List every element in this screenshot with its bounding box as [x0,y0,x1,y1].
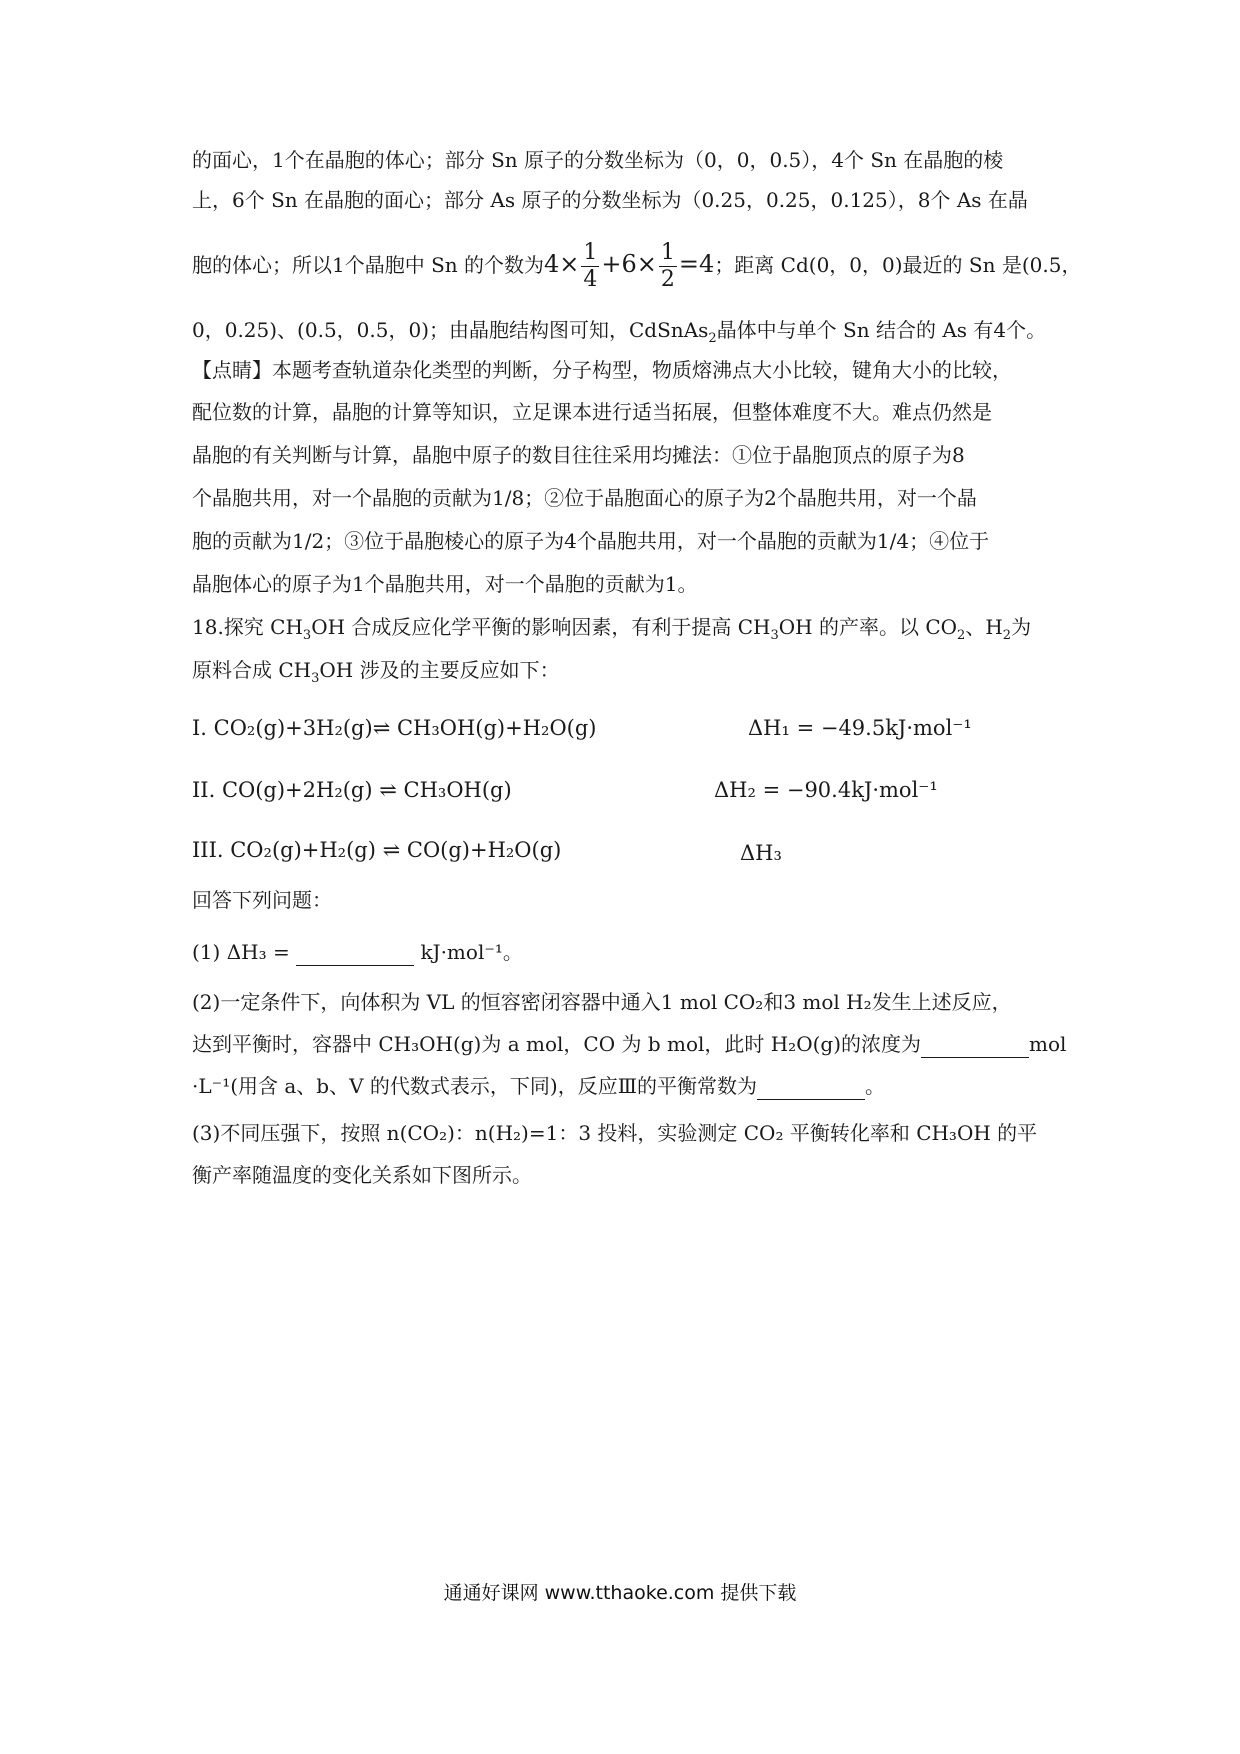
text-segment: 、H [965,615,1003,639]
text-line-with-fraction [192,240,1082,293]
text-segment: 晶体中与单个 Sn 结合的 As 有4个。 [716,318,1047,342]
text-segment: 为 [1011,615,1032,639]
subscript: 2 [708,331,717,346]
subquestion-2-line [192,1030,1067,1058]
question-intro-line [192,613,1062,650]
answer-prompt: 回答下列问题： [192,888,332,912]
fraction-denominator: 4 [583,267,598,292]
fraction-numerator: 1 [660,240,675,265]
text-line: 上，6个 Sn 在晶胞的面心；部分 As 原子的分数坐标为（0.25，0.25，0.125），8个 As 在晶 [192,188,1028,212]
text-segment: ；距离 Cd(0，0，0)最近的 Sn 是(0.5， [714,253,1082,277]
subquestion-2-line: (2)一定条件下，向体积为 VL 的恒容密闭容器中通入1 mol CO₂和3 mol H₂发生上述反应， [192,990,1012,1014]
text-segment: 。 [865,1074,885,1098]
footer-watermark: 通通好课网 www.tthaoke.com 提供下载 [443,1582,797,1604]
fraction [659,240,677,293]
subquestion-3-line: 衡产率随温度的变化关系如下图所示。 [192,1163,532,1187]
text-segment: (1) ΔH₃ = [192,940,290,964]
answer-blank[interactable] [757,1077,865,1100]
answer-blank[interactable] [921,1035,1029,1058]
text-segment: OH 合成反应化学平衡的影响因素，有利于提高 CH [311,615,771,639]
reaction-3: III. CO₂(g)+H₂(g) ⇌ CO(g)+H₂O(g) [192,838,562,862]
subscript: 2 [1002,628,1012,643]
reaction-2: II. CO(g)+2H₂(g) ⇌ CH₃OH(g) [192,778,512,802]
reaction-1: I. CO₂(g)+3H₂(g)⇌ CH₃OH(g)+H₂O(g) [192,716,597,740]
fraction-numerator: 1 [583,240,598,265]
text-segment: mol [1029,1032,1067,1056]
text-segment: ·L⁻¹(用含 a、b、V 的代数式表示，下同)，反应Ⅲ的平衡常数为 [192,1074,757,1098]
dianjing-line: 配位数的计算，晶胞的计算等知识，立足课本进行适当拓展，但整体难度不大。难点仍然是 [192,400,992,424]
text-segment: kJ·mol⁻¹。 [420,940,523,964]
subscript: 3 [770,628,779,643]
text-line: 的面心，1个在晶胞的体心；部分 Sn 原子的分数坐标为（0，0，0.5），4个 Sn 在晶胞的棱 [192,148,1004,172]
text-segment: 胞的体心；所以1个晶胞中 Sn 的个数为 [192,253,545,277]
subquestion-1 [192,938,1062,966]
text-segment: 18.探究 CH [192,615,303,639]
dianjing-line: 晶胞的有关判断与计算，晶胞中原子的数目往往采用均摊法：①位于晶胞顶点的原子为8 [192,443,965,467]
enthalpy-2: ΔH₂ = −90.4kJ·mol⁻¹ [714,778,938,802]
fraction [581,240,599,293]
text-segment: 原料合成 CH [192,658,312,682]
subquestion-2-line [192,1072,1062,1100]
subquestion-3-line: (3)不同压强下，按照 n(CO₂)：n(H₂)=1：3 投料，实验测定 CO₂ 平衡转化率和 CH₃OH 的平 [192,1121,1038,1145]
dianjing-line: 晶胞体心的原子为1个晶胞共用，对一个晶胞的贡献为1。 [192,572,698,596]
fraction-denominator: 2 [660,267,675,292]
subscript: 3 [302,628,312,643]
text-segment: 0，0.25)、(0.5，0.5，0)；由晶胞结构图可知，CdSnAs [192,318,709,342]
dianjing-line: 胞的贡献为1/2；③位于晶胞棱心的原子为4个晶胞共用，对一个晶胞的贡献为1/4；④位于 [192,529,990,553]
dianjing-line: 【点睛】本题考查轨道杂化类型的判断，分子构型，物质熔沸点大小比较，键角大小的比较， [192,358,1012,382]
text-segment: 达到平衡时，容器中 CH₃OH(g)为 a mol，CO 为 b mol，此时 H₂O(g)的浓度为 [192,1032,922,1056]
subscript: 3 [311,671,320,686]
question-intro-line [192,656,1062,693]
text-segment: OH 涉及的主要反应如下： [319,658,560,682]
enthalpy-3: ΔH₃ [740,841,782,865]
math-term: =4 [678,250,715,278]
answer-blank[interactable] [296,943,414,966]
subscript: 2 [957,628,966,643]
text-line [192,316,1062,353]
math-term: +6× [601,250,657,278]
enthalpy-1: ΔH₁ = −49.5kJ·mol⁻¹ [748,716,972,740]
math-term: 4× [544,250,580,278]
text-segment: OH 的产率。以 CO [778,615,958,639]
dianjing-line: 个晶胞共用，对一个晶胞的贡献为1/8；②位于晶胞面心的原子为2个晶胞共用，对一个晶 [192,486,977,510]
